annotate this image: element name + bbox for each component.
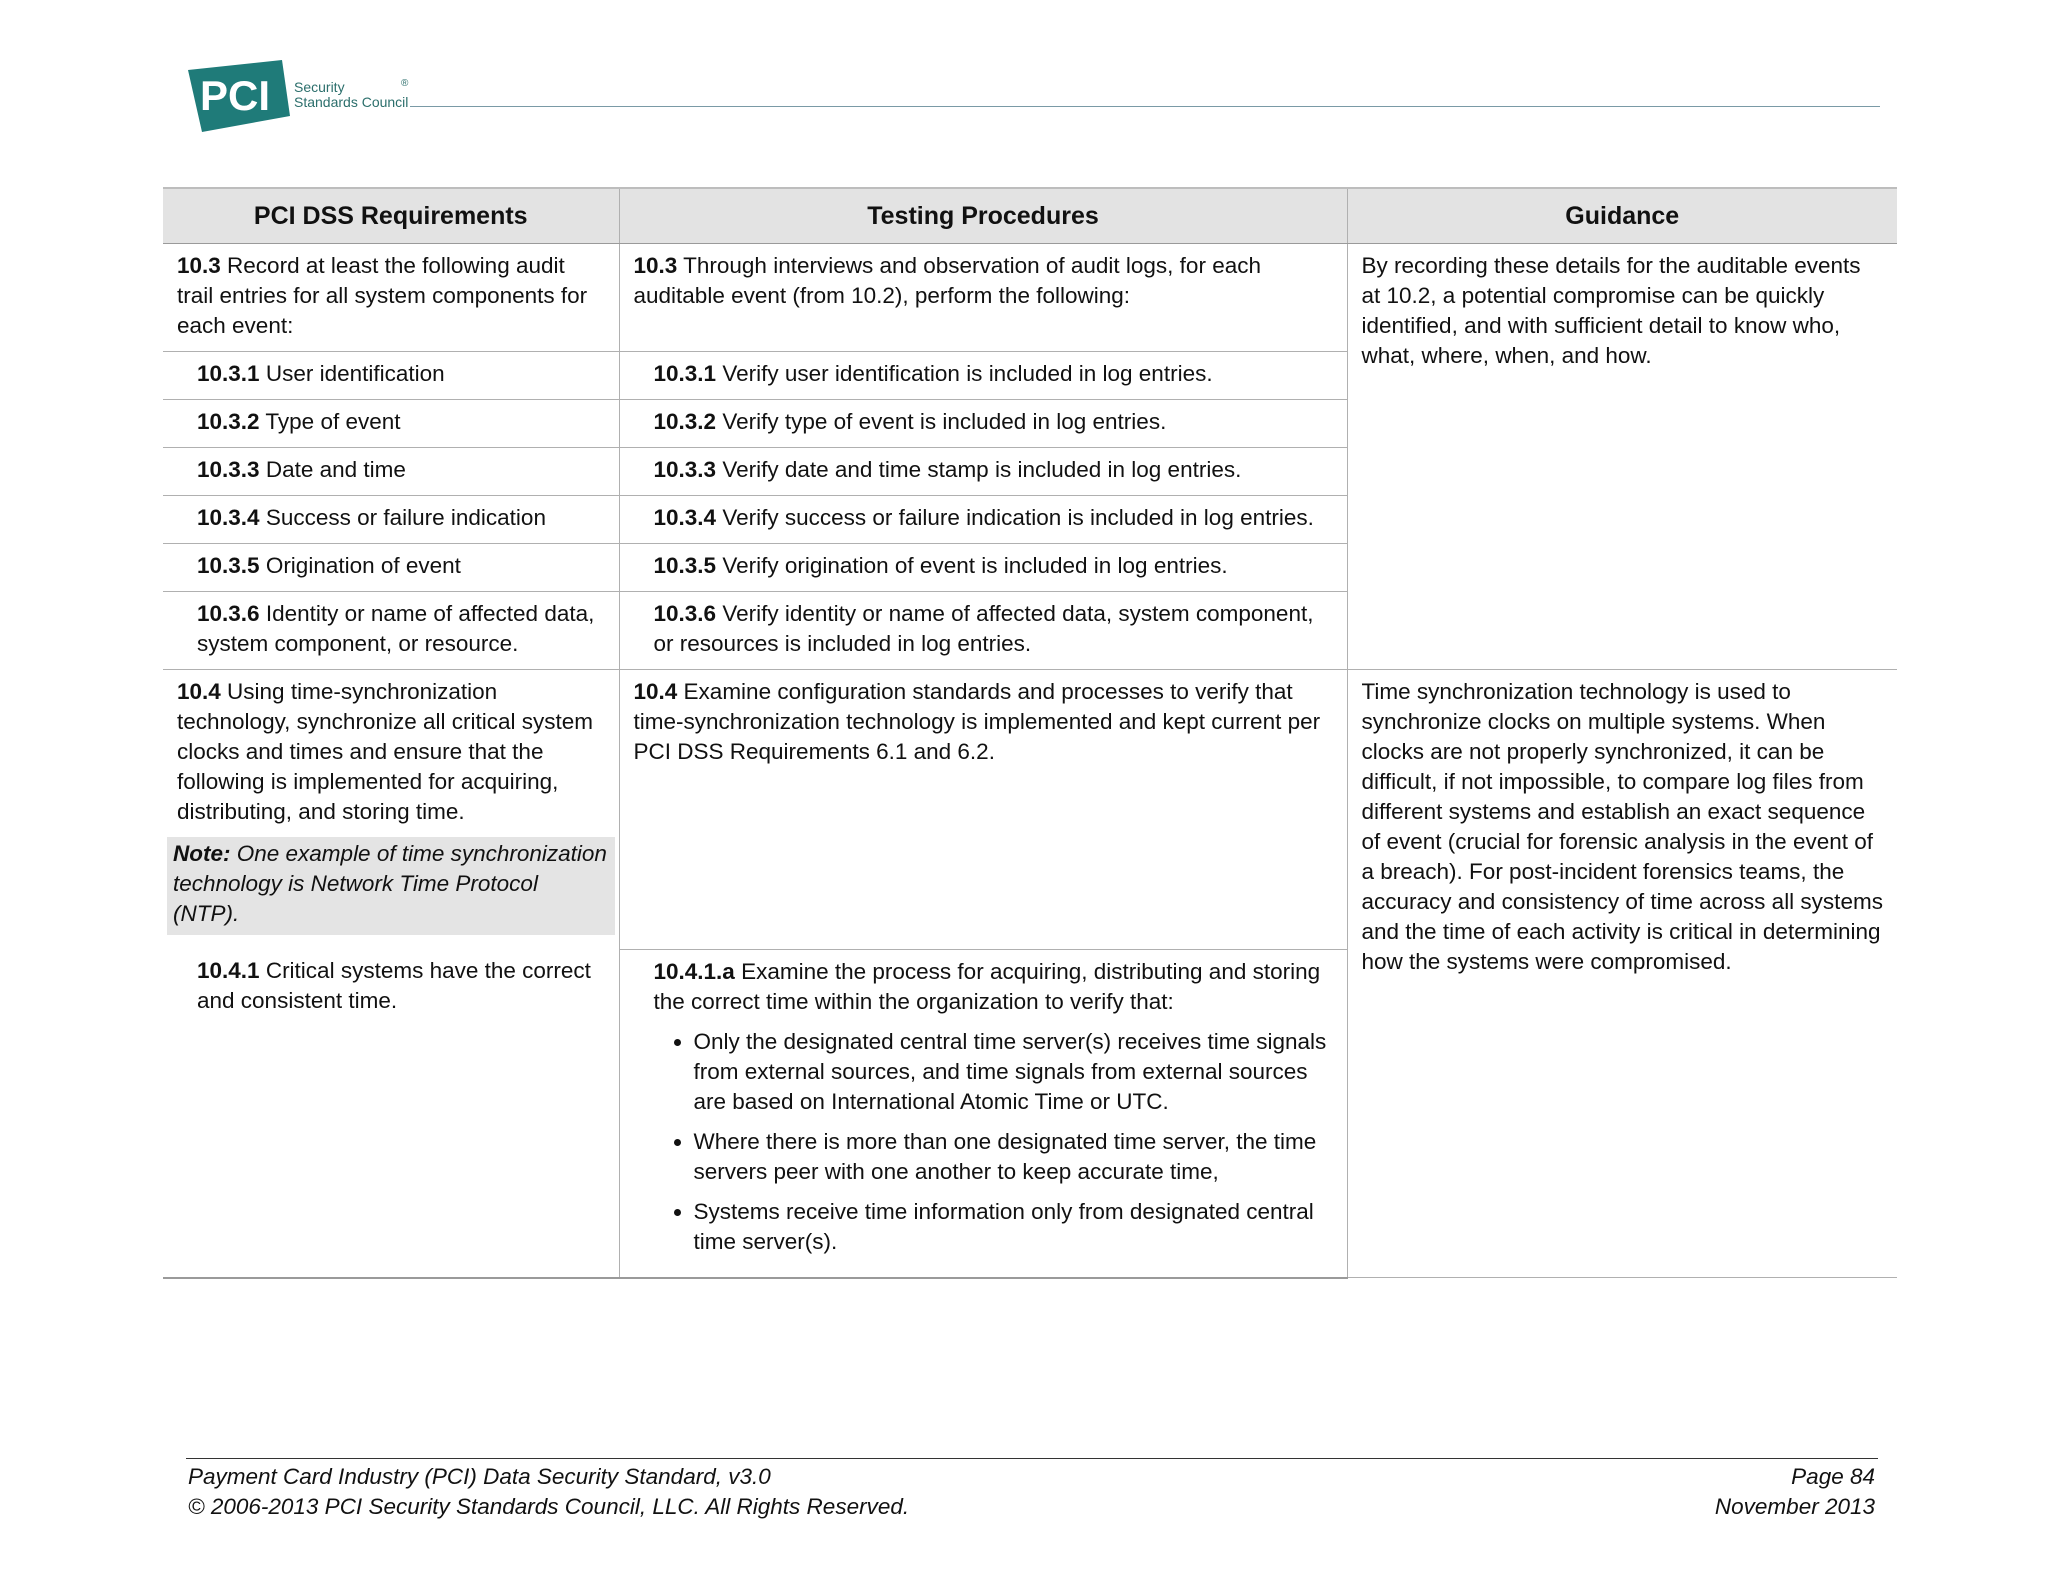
testing-number: 10.3.5	[653, 553, 717, 578]
requirement-number: 10.3.5	[197, 553, 260, 578]
requirement-text: User identification	[259, 361, 445, 386]
requirement-text: Record at least the following audit trail entries for all system components for each event:	[177, 253, 588, 338]
footer-right	[1715, 1462, 1875, 1522]
logo-tagline	[294, 80, 408, 110]
pci-logo-icon	[186, 60, 290, 132]
testing-number: 10.3.4	[653, 505, 717, 530]
testing-cell	[619, 352, 1347, 400]
testing-text: Verify identity or name of affected data, system component, or resources is included in log entries.	[653, 601, 1314, 656]
testing-cell	[619, 544, 1347, 592]
footer-page-number: Page 84	[1791, 1464, 1875, 1489]
testing-number: 10.3.1	[653, 361, 717, 386]
testing-number: 10.4	[633, 679, 678, 704]
requirement-text: Origination of event	[259, 553, 461, 578]
testing-number: 10.3.2	[653, 409, 717, 434]
requirement-number: 10.3.6	[197, 601, 260, 626]
requirements-table	[163, 187, 1897, 1279]
requirement-number: 10.3.2	[197, 409, 260, 434]
table-row-10-4	[163, 670, 1897, 950]
requirement-cell	[163, 448, 619, 496]
testing-cell	[619, 949, 1347, 1278]
requirement-text: Date and time	[259, 457, 406, 482]
testing-text: Verify user identification is included in log entries.	[716, 361, 1213, 386]
requirement-cell	[163, 592, 619, 670]
testing-number: 10.3	[633, 253, 678, 278]
ntp-note	[167, 837, 615, 935]
testing-cell	[619, 448, 1347, 496]
logo-wordmark: PCI	[200, 72, 271, 119]
requirement-number: 10.3.4	[197, 505, 260, 530]
testing-cell	[619, 244, 1347, 352]
footer-date: November 2013	[1714, 1494, 1875, 1519]
requirement-cell	[163, 400, 619, 448]
list-item: • Only the designated central time server(s) receives time signals from external sources, and time signals from external sources are based on International Atomic Time or UTC.	[694, 1027, 1333, 1117]
requirement-number: 10.4	[177, 679, 221, 704]
list-item: • Where there is more than one designated time server, the time servers peer with one another to keep accurate time,	[694, 1127, 1333, 1187]
testing-bullet-list	[654, 1027, 1333, 1257]
testing-cell	[619, 400, 1347, 448]
registered-mark: ®	[401, 78, 409, 89]
testing-text: Verify success or failure indication is included in log entries.	[716, 505, 1314, 530]
requirement-number: 10.3.3	[197, 457, 260, 482]
header-rule	[410, 106, 1880, 107]
testing-number: 10.3.6	[653, 601, 717, 626]
requirement-number: 10.4.1	[197, 958, 260, 983]
header-guidance: Guidance	[1347, 188, 1897, 244]
requirement-number: 10.3	[177, 253, 221, 278]
guidance-cell-10-4: Time synchronization technology is used to synchronize clocks on multiple systems. When clocks are not properly synchronized, it can be difficult, if not impossible, to compare log files from different systems and establish an exact sequence of event (crucial for forensic analysis in the event of a breach). For post-incident forensics teams, the accuracy and consistency of time across all systems and the time of each activity is critical in determining how the systems were compromised.	[1347, 670, 1897, 1278]
testing-number: 10.4.1.a	[653, 958, 735, 984]
list-item: • Systems receive time information only from designated central time server(s).	[694, 1197, 1333, 1257]
requirement-text: Identity or name of affected data, system component, or resource.	[197, 601, 595, 656]
testing-cell	[619, 496, 1347, 544]
testing-text: Examine configuration standards and processes to verify that time-synchronization technology is implemented and kept current per PCI DSS Requirements 6.1 and 6.2.	[633, 679, 1321, 764]
requirement-cell	[163, 670, 619, 950]
requirement-cell	[163, 496, 619, 544]
requirement-cell	[163, 949, 619, 1278]
guidance-cell-10-3: By recording these details for the auditable events at 10.2, a potential compromise can be quickly identified, and with sufficient detail to know who, what, where, when, and how.	[1347, 244, 1897, 670]
requirement-cell	[163, 244, 619, 352]
testing-cell	[619, 670, 1347, 950]
requirement-text: Success or failure indication	[259, 505, 546, 530]
requirement-cell	[163, 544, 619, 592]
table-header-row	[163, 188, 1897, 244]
testing-text: Examine the process for acquiring, distributing and storing the correct time within the organization to verify that:	[653, 958, 1321, 1014]
note-label: Note:	[173, 841, 231, 866]
requirement-text: Type of event	[259, 409, 401, 434]
header-pci-dss-requirements: PCI DSS Requirements	[163, 188, 619, 244]
testing-number: 10.3.3	[653, 457, 717, 482]
footer-copyright: © 2006-2013 PCI Security Standards Council, LLC. All Rights Reserved.	[188, 1494, 910, 1519]
footer-rule	[186, 1458, 1878, 1459]
requirement-cell	[163, 352, 619, 400]
header-testing-procedures: Testing Procedures	[619, 188, 1347, 244]
testing-text: Verify date and time stamp is included in log entries.	[716, 457, 1242, 482]
requirement-number: 10.3.1	[197, 361, 260, 386]
testing-text: Verify origination of event is included in log entries.	[716, 553, 1228, 578]
testing-text: Verify type of event is included in log entries.	[716, 409, 1167, 434]
note-text: One example of time synchronization technology is Network Time Protocol (NTP).	[173, 841, 607, 926]
footer-document-title: Payment Card Industry (PCI) Data Security Standard, v3.0	[188, 1464, 771, 1489]
testing-text: Through interviews and observation of audit logs, for each auditable event (from 10.2), perform the following:	[633, 253, 1261, 308]
logo-line-security: Security	[294, 79, 345, 95]
pci-ssc-logo	[186, 60, 426, 140]
testing-cell	[619, 592, 1347, 670]
footer-left	[188, 1462, 909, 1522]
requirement-text: Critical systems have the correct and consistent time.	[197, 958, 591, 1013]
logo-line-council: Standards Council	[294, 94, 409, 110]
table-row-10-3	[163, 244, 1897, 352]
requirement-text: Using time-synchronization technology, synchronize all critical system clocks and times and ensure that the following is implemented for acquiring, distributing, and storing time.	[177, 679, 593, 824]
